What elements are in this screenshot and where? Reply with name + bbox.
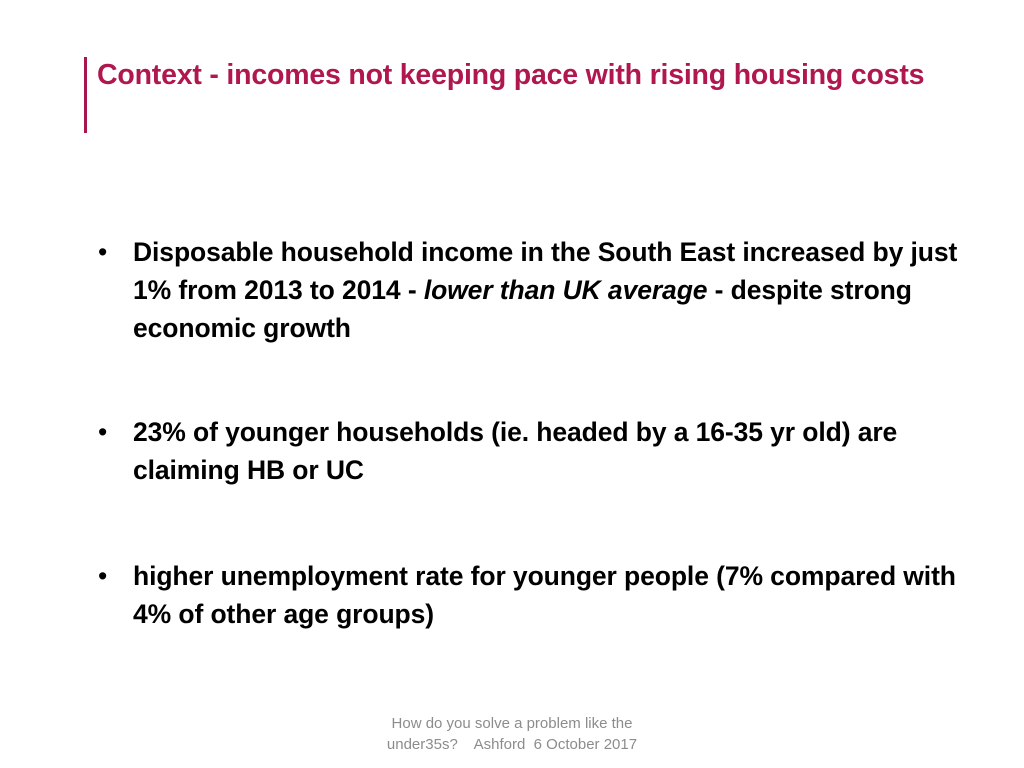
bullet-point-icon: • bbox=[98, 237, 108, 267]
slide-footer bbox=[320, 713, 704, 755]
bullet-text: - despite strong economic growth bbox=[133, 275, 912, 343]
bullet-item bbox=[95, 413, 985, 489]
footer-line: How do you solve a problem like the bbox=[391, 715, 633, 732]
bullet-point-icon: • bbox=[98, 417, 108, 447]
bullet-emphasis-text: lower than UK average bbox=[423, 275, 708, 305]
title-accent-bar bbox=[84, 57, 87, 133]
bullet-text: higher unemployment rate for younger people (7% compared with 4% of other age groups) bbox=[133, 561, 956, 629]
bullet-point-icon: • bbox=[98, 561, 108, 591]
bullet-item bbox=[95, 557, 985, 633]
bullet-text: Disposable household income in the South East increased by just 1% from 2013 to 2014 - bbox=[133, 237, 958, 305]
bullet-item bbox=[95, 233, 985, 347]
bullet-text: 23% of younger households (ie. headed by a 16-35 yr old) are claiming HB or UC bbox=[133, 417, 898, 485]
bullet-list bbox=[95, 233, 985, 633]
slide-title: Context - incomes not keeping pace with rising housing costs bbox=[97, 59, 925, 91]
footer-line: under35s? Ashford 6 October 2017 bbox=[386, 736, 638, 753]
